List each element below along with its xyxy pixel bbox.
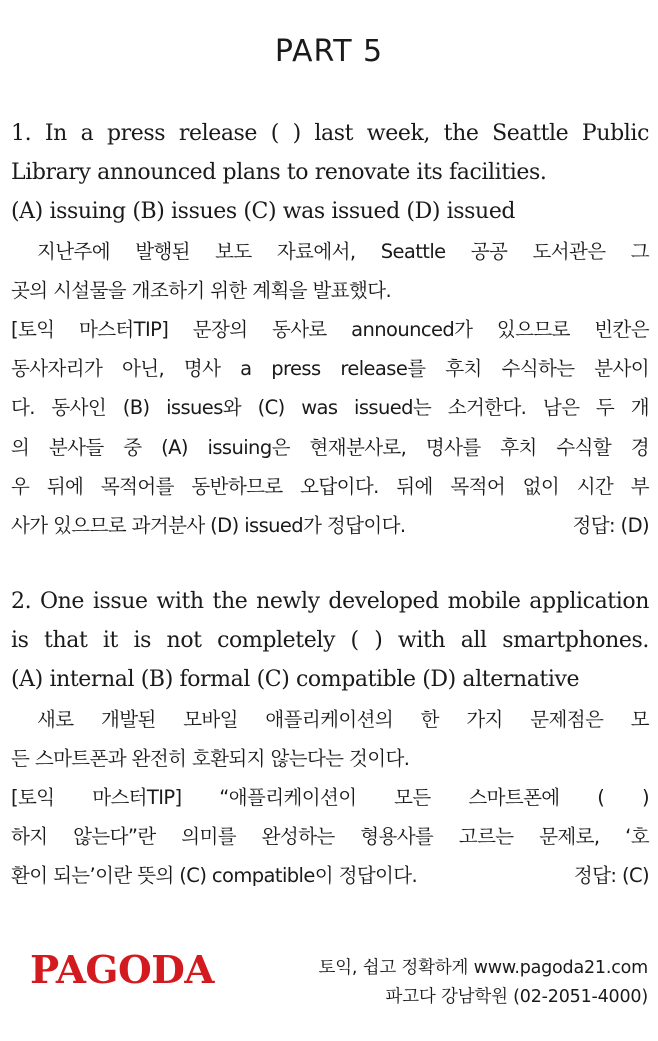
question-1-translation-line: 곳의 시설물을 개조하기 위한 계획을 발표했다. bbox=[11, 278, 392, 302]
question-2-text-line: 2. One issue with the newly developed mobile application bbox=[11, 589, 649, 614]
page-title: PART 5 bbox=[274, 34, 384, 69]
question-1-translation-line: 지난주에 발행된 보도 자료에서, Seattle 공공 도서관은 그 bbox=[37, 239, 649, 263]
question-2-translation-line: 새로 개발된 모바일 애플리케이션의 한 가지 문제점은 모 bbox=[37, 707, 649, 731]
question-2-tip-last: 환이 되는’이란 뜻의 (C) compatible이 정답이다. bbox=[11, 864, 418, 888]
question-1-text-line: Library announced plans to renovate its facilities. bbox=[11, 160, 547, 186]
question-2-text-line: is that it is not completely ( ) with all smartphones. bbox=[11, 628, 649, 654]
question-1 bbox=[11, 114, 649, 545]
contact-phone: 파고다 강남학원 (02-2051-4000) bbox=[385, 987, 648, 1007]
question-2-translation-line: 든 스마트폰과 완전히 호환되지 않는다는 것이다. bbox=[11, 746, 410, 770]
question-1-text-line: 1. In a press release ( ) last week, the Seattle Public bbox=[11, 121, 649, 146]
question-1-tip-line: 동사자리가 아닌, 명사 a press release를 후치 수식하는 분사이 bbox=[11, 357, 649, 381]
pagoda-logo: PAGODA bbox=[30, 947, 214, 992]
question-2-tip-line bbox=[11, 856, 649, 895]
question-1-tip-line: 의 분사들 중 (A) issuing은 현재분사로, 명사를 후치 수식할 경 bbox=[11, 435, 649, 459]
question-2-tip-line: [토익 마스터TIP] “애플리케이션이 모든 스마트폰에 ( ) bbox=[11, 785, 649, 809]
question-1-tip-line bbox=[11, 506, 649, 545]
question-1-tip-line: 우 뒤에 목적어를 동반하므로 오답이다. 뒤에 목적어 없이 시간 부 bbox=[11, 474, 649, 498]
question-1-tip-last: 사가 있으므로 과거분사 (D) issued가 정답이다. bbox=[11, 513, 406, 537]
contact-info bbox=[319, 954, 648, 1012]
question-2-tip-line: 하지 않는다”란 의미를 완성하는 형용사를 고르는 문제로, ‘호 bbox=[11, 825, 649, 849]
footer bbox=[0, 944, 658, 1014]
question-1-tip-line: [토익 마스터TIP] 문장의 동사로 announced가 있으므로 빈칸은 bbox=[11, 317, 649, 341]
question-2 bbox=[11, 582, 649, 896]
contact-website: 토익, 쉽고 정확하게 www.pagoda21.com bbox=[318, 958, 648, 978]
question-1-answer: 정답: (D) bbox=[572, 513, 649, 537]
question-2-answer: 정답: (C) bbox=[573, 864, 649, 888]
question-1-choices: (A) issuing (B) issues (C) was issued (D) issued bbox=[11, 199, 516, 225]
question-2-choices: (A) internal (B) formal (C) compatible (D) alternative bbox=[11, 667, 580, 693]
question-1-tip-line: 다. 동사인 (B) issues와 (C) was issued는 소거한다. 남은 두 개 bbox=[11, 396, 649, 420]
